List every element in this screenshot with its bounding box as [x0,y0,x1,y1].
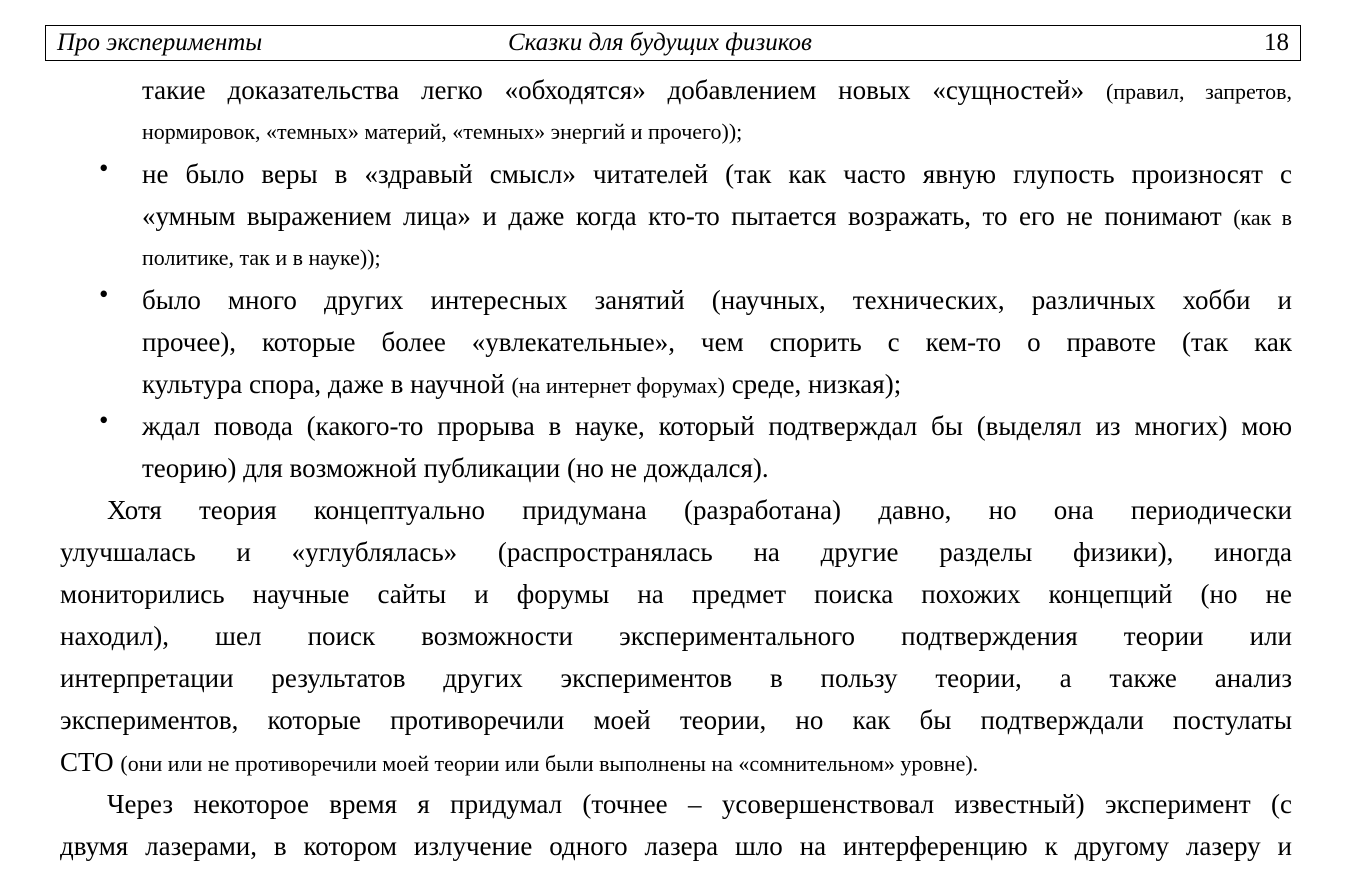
paragraph-line: улучшалась и «углублялась» (распространялась на другие разделы физики), иногда [60,537,1292,567]
text-run: культура спора, даже в научной [142,369,512,399]
list-item-line: не было веры в «здравый смысл» читателей (так как часто явную глупость произносят с [142,159,1292,189]
page-header [45,25,1301,61]
text-run: среде, низкая); [724,369,902,399]
text-run: такие доказательства легко «обходятся» добавлением новых «сущностей» [142,75,1106,105]
list-item [60,153,1292,279]
document-body [60,69,1292,867]
paragraph [60,783,1292,867]
text-run: «умным выражением лица» и даже когда кто-то пытается возражать, то его не понимают [142,201,1234,231]
text-run-small: (они или не противоречили моей теории или были выполнены на «сомнительном» уровне). [120,751,979,776]
paragraph [60,489,1292,783]
paragraph-line: экспериментов, которые противоречили моей теории, но как бы подтверждали постулаты [60,705,1292,735]
list-item-line [142,195,1292,237]
paragraph-line: мониторились научные сайты и форумы на предмет поиска похожих концепций (но не [60,579,1292,609]
paragraph-line: интерпретации результатов других экспериментов в пользу теории, а также анализ [60,663,1292,693]
paragraph-line: Хотя теория концептуально придумана (разработана) давно, но она периодически [107,495,1292,525]
list-item [60,405,1292,489]
list-item-line: было много других интересных занятий (научных, технических, различных хобби и [142,285,1292,315]
text-run-small: (правил, запретов, [1105,79,1293,104]
paragraph-line: двумя лазерами, в котором излучение одного лазера шло на интерференцию к другому лазеру и [60,831,1292,861]
list-item [60,279,1292,405]
continuation-line-1 [142,69,1292,111]
text-run-small: (на интернет форумах) [511,373,725,398]
paragraph-line: находил), шел поиск возможности экспериментального подтверждения теории или [60,621,1292,651]
continuation-line-2: нормировок, «темных» материй, «темных» энергий и прочего)); [142,119,743,144]
paragraph-line: Через некоторое время я придумал (точнее – усовершенствовал известный) эксперимент (с [107,789,1292,819]
header-section-title: Про эксперименты [57,29,263,56]
bullet-marker: • [99,279,109,309]
list-item-line: ждал повода (какого-то прорыва в науке, который подтверждал бы (выделял из многих) мою [142,411,1292,441]
bullet-marker: • [99,405,109,435]
header-page-number: 18 [1264,29,1289,56]
text-run-small: (как в [1233,205,1292,230]
list-item-line: прочее), которые более «увлекательные», чем спорить с кем-то о правоте (так как [142,327,1292,357]
paragraph-line [60,741,1292,783]
list-item-line: теорию) для возможной публикации (но не дождался). [142,453,769,483]
header-book-title: Сказки для будущих физиков [508,29,812,56]
list-item-line: политике, так и в науке)); [142,245,381,270]
bullet-marker: • [99,153,109,183]
text-run: СТО [60,747,121,777]
list-item-line [142,363,1292,405]
